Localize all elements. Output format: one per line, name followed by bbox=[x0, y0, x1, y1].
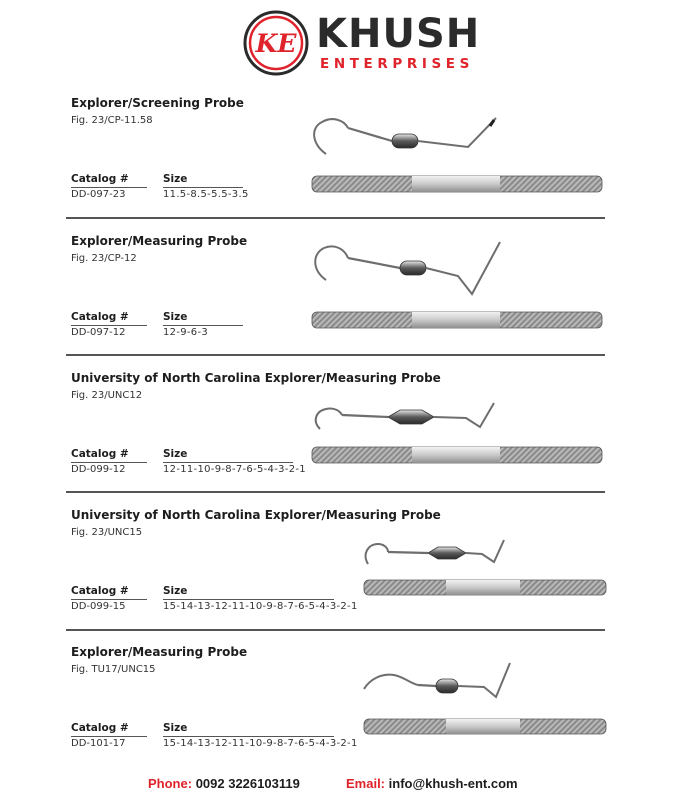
phone-number[interactable]: 0092 3226103119 bbox=[195, 776, 300, 791]
header-underline bbox=[163, 462, 293, 463]
header-underline bbox=[71, 736, 147, 737]
size-value: 11.5-8.5-5.5-3.5 bbox=[163, 189, 249, 200]
size-value: 12-11-10-9-8-7-6-5-4-3-2-1 bbox=[163, 464, 306, 475]
product-title: Explorer/Screening Probe bbox=[71, 96, 244, 110]
catalog-number: DD-097-12 bbox=[71, 327, 126, 338]
size-header: Size bbox=[163, 448, 188, 460]
section-divider bbox=[66, 629, 605, 631]
phone-contact bbox=[148, 776, 300, 791]
catalog-number: DD-101-17 bbox=[71, 738, 126, 749]
logo-emblem bbox=[243, 10, 309, 76]
phone-label: Phone: bbox=[148, 776, 193, 791]
header-underline bbox=[163, 599, 334, 600]
catalog-header: Catalog # bbox=[71, 722, 129, 734]
header-underline bbox=[71, 599, 147, 600]
product-section bbox=[0, 96, 689, 233]
catalog-header: Catalog # bbox=[71, 448, 129, 460]
product-title: University of North Carolina Explorer/Measuring Probe bbox=[71, 371, 441, 385]
header-underline bbox=[163, 187, 243, 188]
size-value: 15-14-13-12-11-10-9-8-7-6-5-4-3-2-1 bbox=[163, 601, 358, 612]
probe-illustration bbox=[360, 536, 610, 604]
product-title: Explorer/Measuring Probe bbox=[71, 234, 248, 248]
figure-reference: Fig. 23/CP-11.58 bbox=[71, 115, 153, 126]
size-header: Size bbox=[163, 722, 188, 734]
probe-illustration bbox=[360, 659, 610, 741]
product-section bbox=[0, 234, 689, 371]
catalog-number: DD-099-12 bbox=[71, 464, 126, 475]
catalog-header: Catalog # bbox=[71, 311, 129, 323]
figure-reference: Fig. 23/UNC12 bbox=[71, 390, 143, 401]
section-divider bbox=[66, 217, 605, 219]
email-contact bbox=[346, 776, 518, 791]
probe-illustration bbox=[308, 114, 608, 204]
size-header: Size bbox=[163, 173, 188, 185]
catalog-header: Catalog # bbox=[71, 585, 129, 597]
header-underline bbox=[71, 462, 147, 463]
catalog-number: DD-097-23 bbox=[71, 189, 126, 200]
section-divider bbox=[66, 354, 605, 356]
header-underline bbox=[163, 325, 243, 326]
product-title: University of North Carolina Explorer/Measuring Probe bbox=[71, 508, 441, 522]
catalog-number: DD-099-15 bbox=[71, 601, 126, 612]
size-header: Size bbox=[163, 585, 188, 597]
probe-illustration bbox=[308, 401, 608, 469]
catalog-header: Catalog # bbox=[71, 173, 129, 185]
header-underline bbox=[163, 736, 334, 737]
header-underline bbox=[71, 325, 147, 326]
figure-reference: Fig. 23/CP-12 bbox=[71, 253, 137, 264]
header-underline bbox=[71, 187, 147, 188]
figure-reference: Fig. TU17/UNC15 bbox=[71, 664, 156, 675]
size-value: 15-14-13-12-11-10-9-8-7-6-5-4-3-2-1 bbox=[163, 738, 358, 749]
brand-name: KHUSH bbox=[316, 11, 481, 57]
figure-reference: Fig. 23/UNC15 bbox=[71, 527, 143, 538]
product-section bbox=[0, 645, 689, 782]
product-section bbox=[0, 508, 689, 645]
size-value: 12-9-6-3 bbox=[163, 327, 209, 338]
brand-logo bbox=[0, 0, 689, 86]
email-address[interactable]: info@khush-ent.com bbox=[388, 776, 518, 791]
email-label: Email: bbox=[346, 776, 386, 791]
product-section bbox=[0, 371, 689, 508]
probe-illustration bbox=[308, 236, 608, 336]
product-title: Explorer/Measuring Probe bbox=[71, 645, 248, 659]
brand-subtitle: ENTERPRISES bbox=[320, 56, 474, 72]
logo-monogram: KE bbox=[255, 29, 297, 58]
contact-footer bbox=[0, 776, 689, 792]
section-divider bbox=[66, 491, 605, 493]
size-header: Size bbox=[163, 311, 188, 323]
